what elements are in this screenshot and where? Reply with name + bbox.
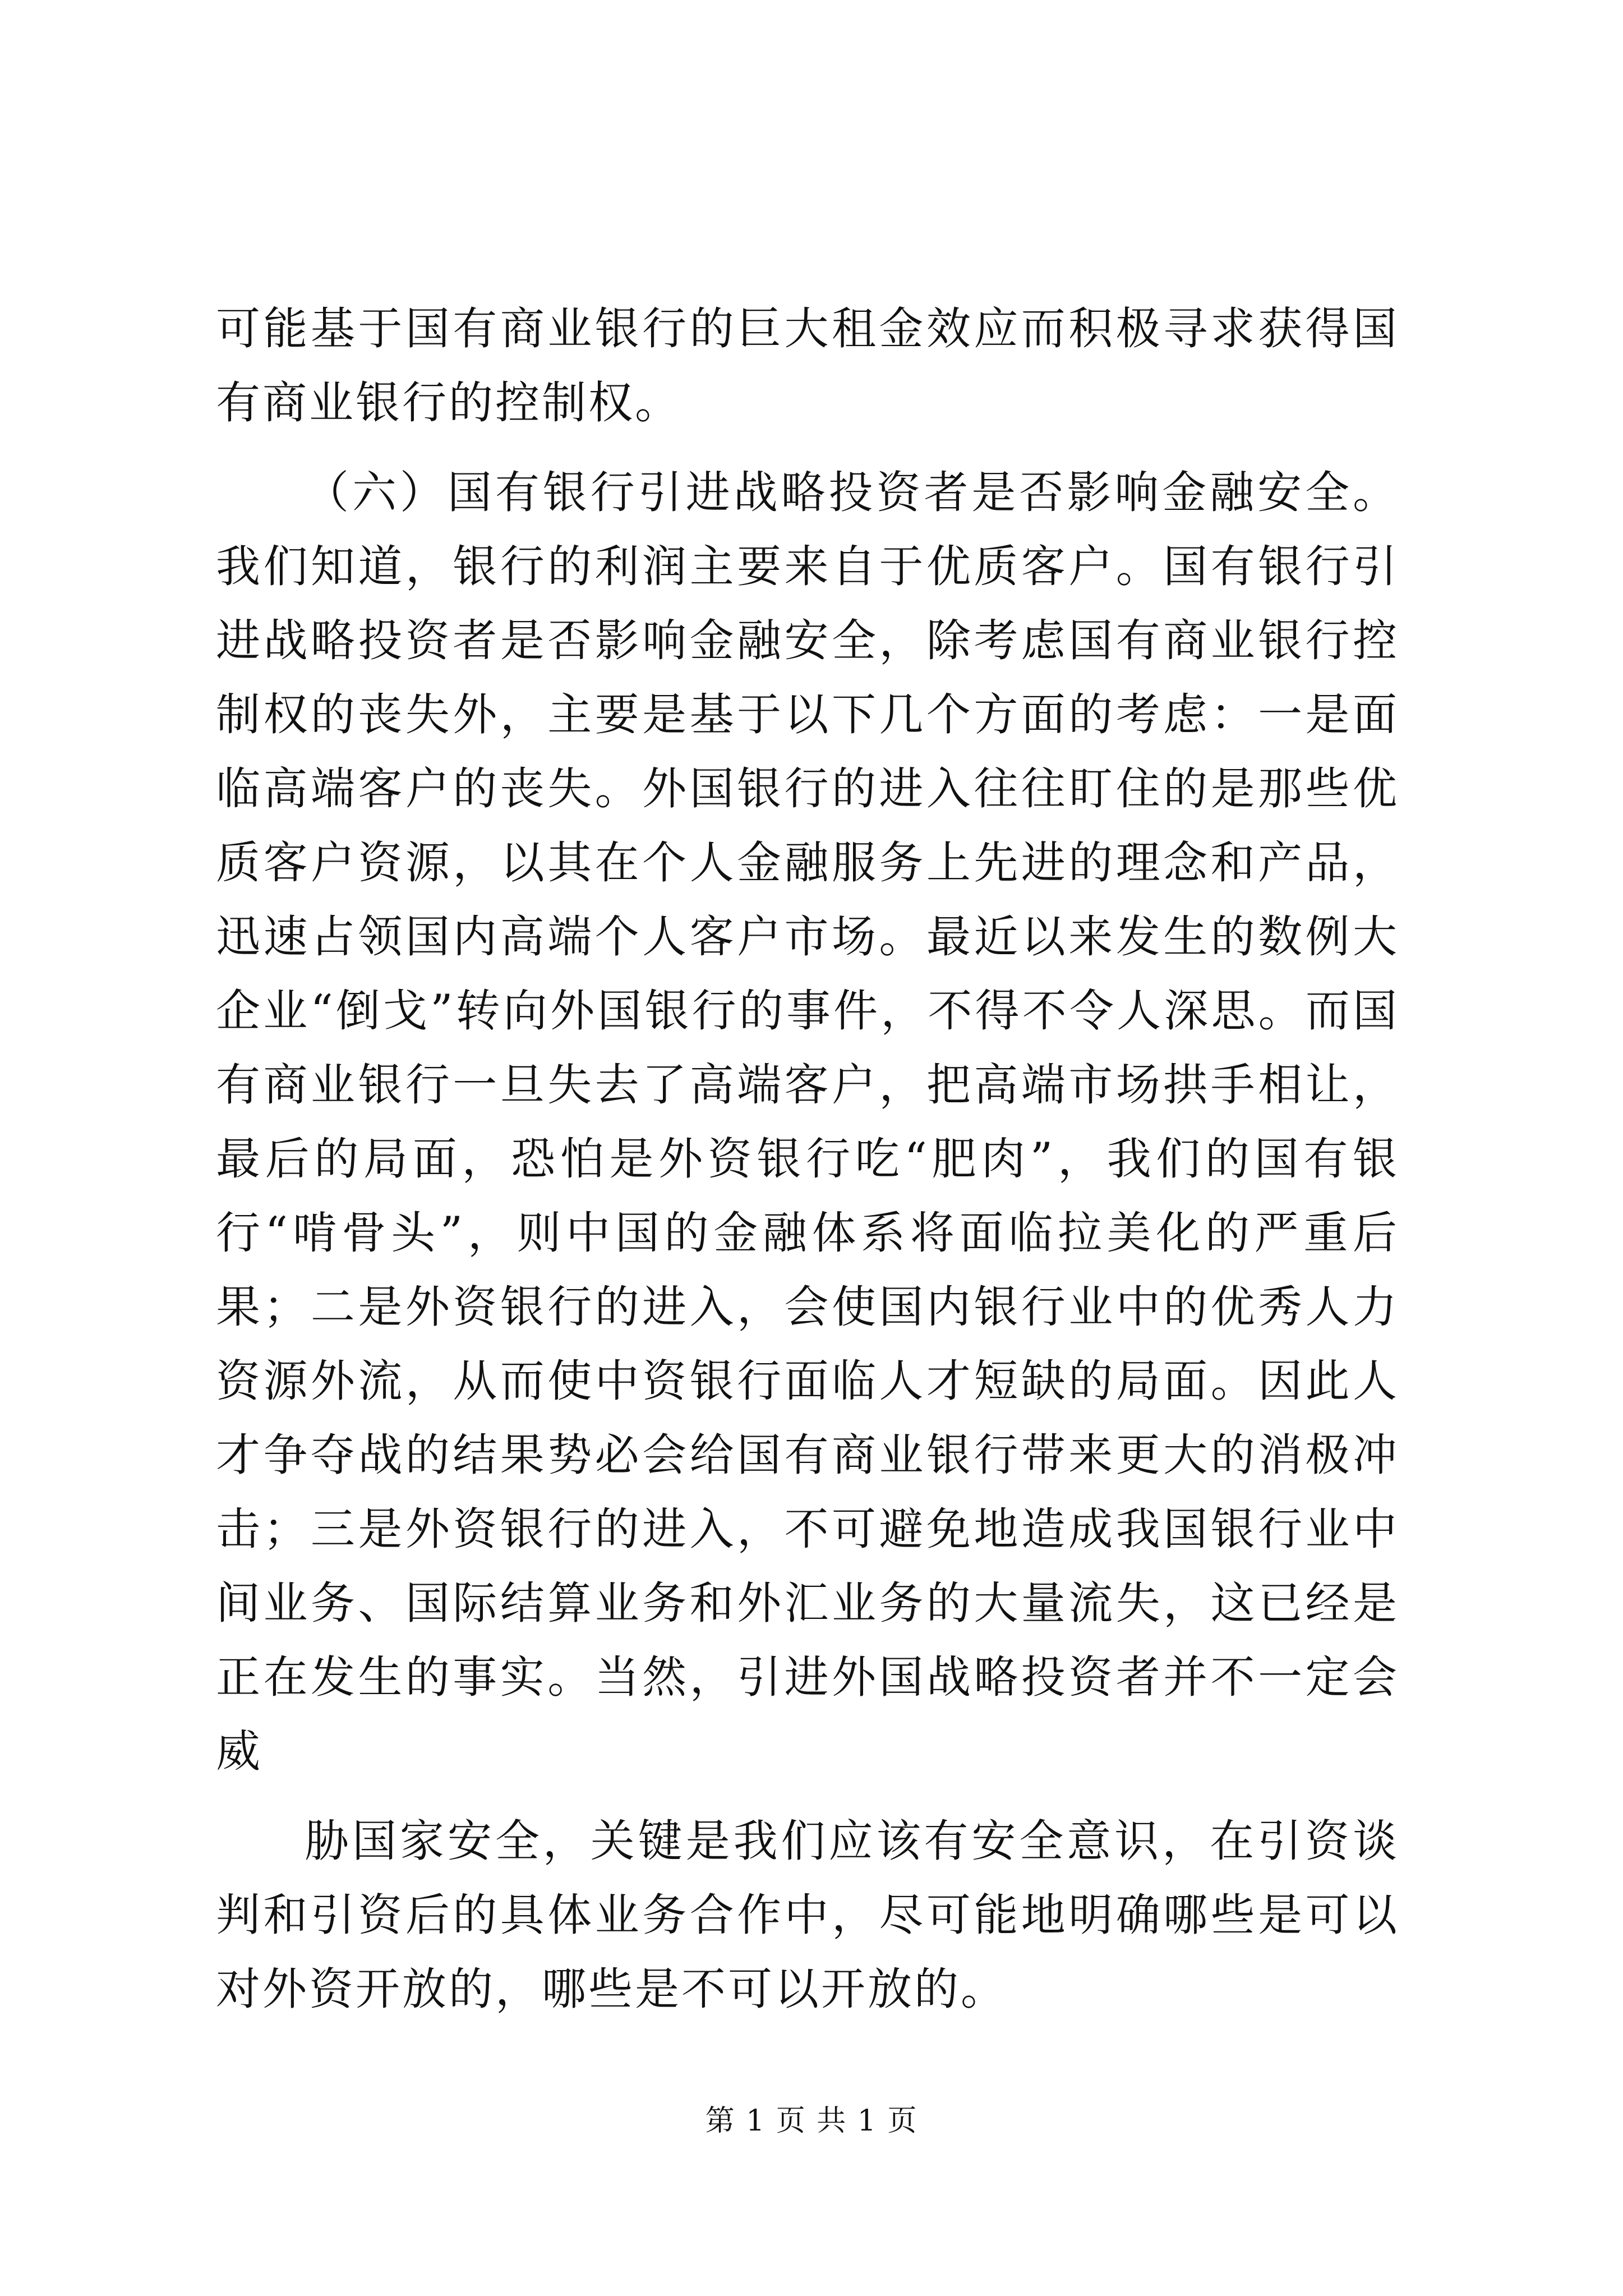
paragraph-section-six: （六）国有银行引进战略投资者是否影响金融安全。我们知道，银行的利润主要来自于优质客户。国有银行引进战略投资者是否影响金融安全，除考虑国有商业银行控制权的丧失外，主要是基于以下几个方面的考虑：一是面临高端客户的丧失。外国银行的进入往往盯住的是那些优质客户资源，以其在个人金融服务上先进的理念和产品，迅速占领国内高端个人客户市场。最近以来发生的数例大企业“倒戈”转向外国银行的事件，不得不令人深思。而国有商业银行一旦失去了高端客户，把高端市场拱手相让，最后的局面，恐怕是外资银行吃“肥肉”，我们的国有银行“啃骨头”，则中国的金融体系将面临拉美化的严重后果；二是外资银行的进入，会使国内银行业中的优秀人力资源外流，从而使中资银行面临人才短缺的局面。因此人才争夺战的结果势必会给国有商业银行带来更大的消极冲击；三是外资银行的进入，不可避免地造成我国银行业中间业务、国际结算业务和外汇业务的大量流失，这已经是正在发生的事实。当然，引进外国战略投资者并不一定会威 <box>216 467 1399 1777</box>
paragraph-conclusion: 胁国家安全，关键是我们应该有安全意识，在引资谈判和引资后的具体业务合作中，尽可能地明确哪些是可以对外资开放的，哪些是不可以开放的。 <box>216 1815 1399 2015</box>
paragraph-continuation: 可能基于国有商业银行的巨大租金效应而积极寻求获得国有商业银行的控制权。 <box>216 303 1399 429</box>
page-footer: 第 1 页 共 1 页 <box>705 2104 918 2138</box>
document-body <box>216 292 1399 2026</box>
